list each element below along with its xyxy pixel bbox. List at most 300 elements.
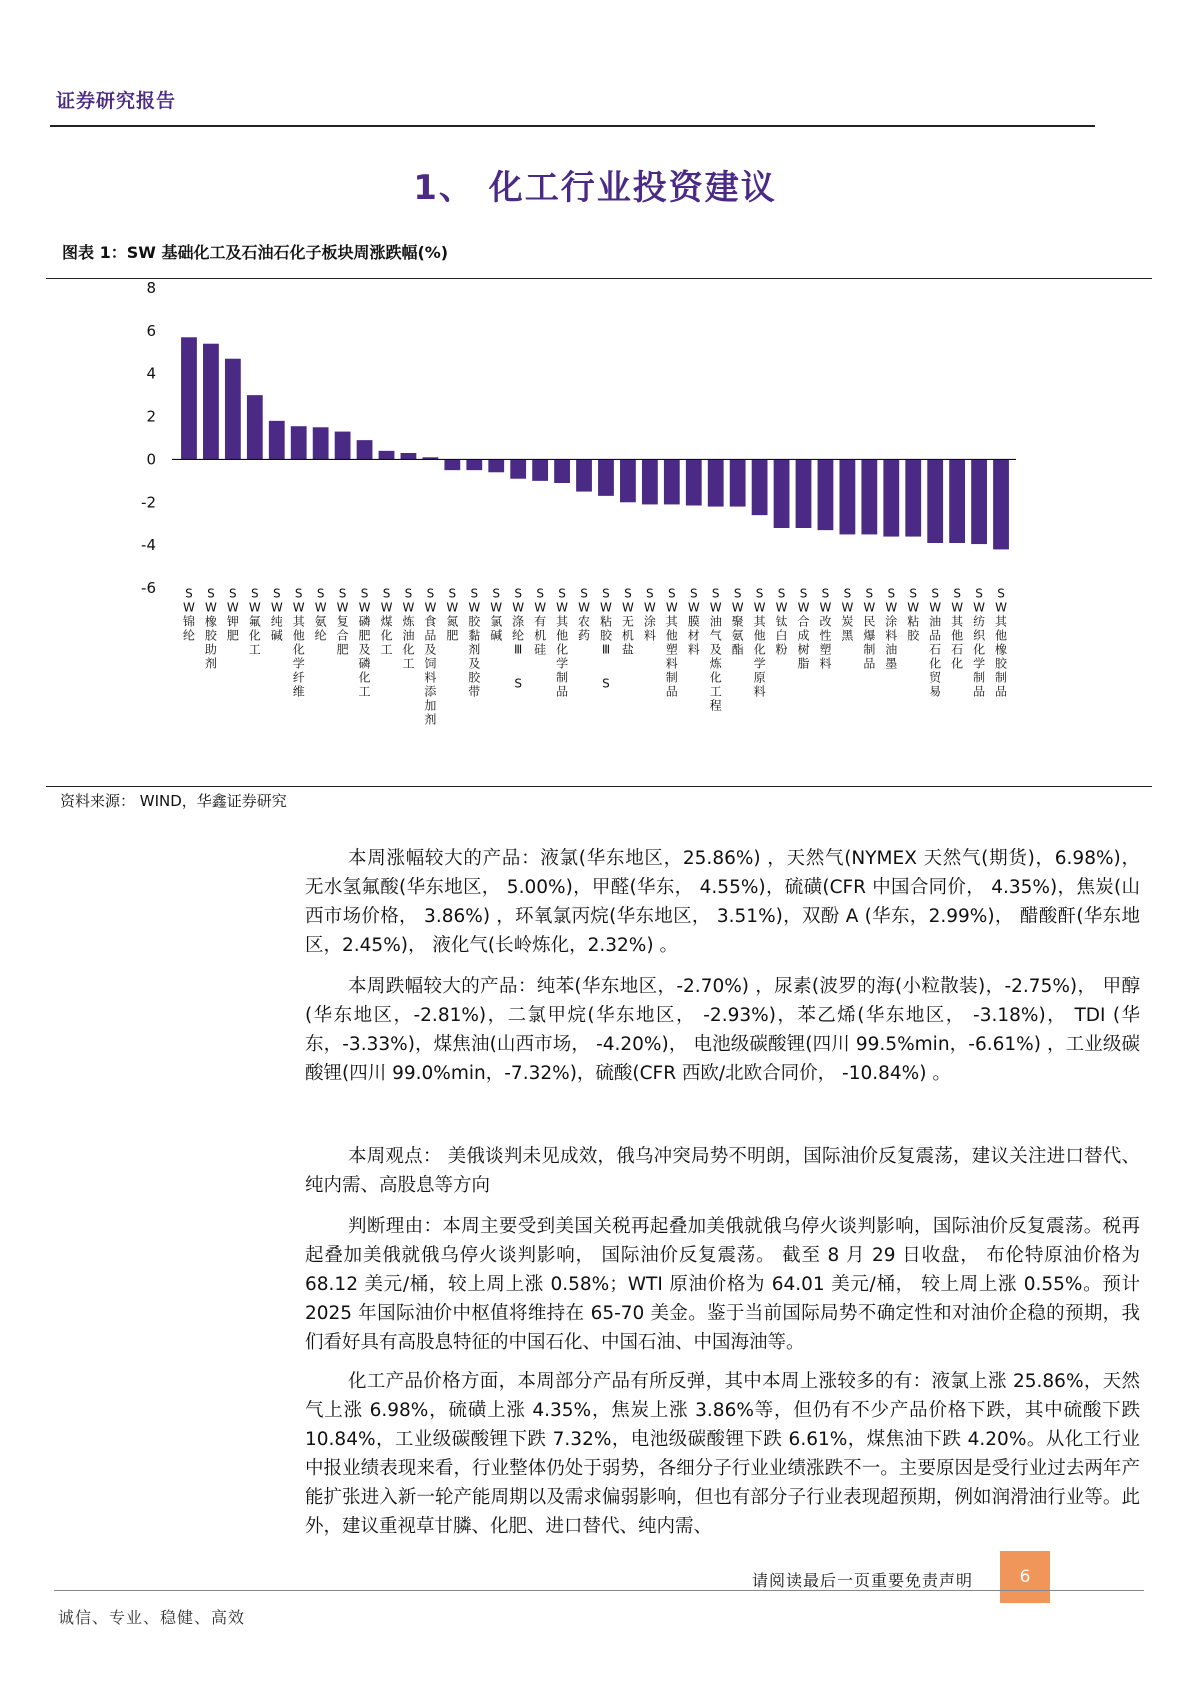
page-number: 6	[1000, 1551, 1050, 1603]
x-tick-label	[556, 586, 569, 698]
x-tick-char: 其	[292, 614, 305, 629]
bar	[335, 432, 351, 460]
x-tick-char: 助	[204, 642, 217, 657]
x-tick-char: S	[887, 586, 896, 601]
x-tick-char: 石	[951, 642, 964, 657]
bar	[532, 459, 548, 480]
x-tick-char: 农	[578, 614, 591, 629]
bar	[269, 421, 285, 460]
x-tick-char: 学	[973, 656, 986, 671]
x-tick-label	[995, 586, 1008, 698]
bar	[686, 459, 702, 505]
x-tick-char: 学	[753, 656, 766, 671]
x-tick-char: W	[336, 600, 349, 615]
x-tick-char: W	[929, 600, 942, 615]
bar	[401, 453, 417, 459]
x-tick-char: Ⅲ	[514, 642, 523, 657]
paragraph-rises-text: 本周涨幅较大的产品：液氯(华东地区，25.86%) ，天然气(NYMEX 天然气(期货)，6.98%)， 无水氢氟酸(华东地区， 5.00%)，甲醛(华东， 4.55%)，硫磺(CFR 中国合同价， 4.35%)，焦炭(山西市场价格， 3.86%) ，环氧氯丙烷(华东地区， 3.51%)，双酚 A (华东，2.99%)， 醋酸酐(华东地区，2.45%)， 液化气(长岭炼化，2.32%) 。	[305, 848, 1140, 956]
x-tick-label	[754, 586, 767, 698]
x-tick-char: 材	[687, 628, 700, 643]
x-tick-char: W	[951, 600, 964, 615]
x-tick-char: S	[777, 586, 786, 601]
x-tick-char: W	[600, 600, 612, 615]
x-tick-char: W	[665, 600, 678, 615]
x-tick-char: 制	[556, 670, 569, 685]
y-tick-label: -4	[141, 536, 156, 555]
x-tick-char: 胶	[468, 670, 481, 685]
x-tick-char: W	[578, 600, 590, 615]
x-tick-char: 工	[402, 656, 415, 671]
bar	[708, 459, 724, 506]
x-tick-char: 涤	[512, 614, 525, 629]
x-tick-char: 碱	[490, 628, 503, 643]
x-tick-char: 制	[665, 670, 678, 685]
x-tick-char: 有	[534, 614, 547, 629]
x-tick-char: 煤	[380, 614, 393, 629]
bar	[203, 344, 219, 460]
x-tick-char: S	[865, 586, 874, 601]
footer-rule	[54, 1590, 1144, 1591]
footer-slogan: 诚信、专业、稳健、高效	[58, 1608, 246, 1627]
x-tick-label	[183, 586, 195, 642]
x-tick-char: 脂	[797, 656, 810, 671]
x-tick-char: 硅	[534, 642, 547, 657]
x-tick-char: 品	[973, 684, 986, 699]
x-tick-char: 品	[995, 684, 1008, 699]
x-tick-char: 及	[424, 642, 437, 657]
x-tick-char: 磷	[358, 614, 371, 629]
x-tick-char: 饲	[424, 656, 437, 671]
x-tick-label	[600, 586, 613, 690]
x-tick-char: 塑	[665, 642, 678, 657]
x-tick-char: S	[338, 586, 347, 601]
paragraph-view	[305, 1142, 1140, 1200]
x-tick-char: 合	[797, 614, 810, 629]
x-tick-label	[666, 586, 679, 698]
x-tick-char: S	[733, 586, 742, 601]
x-tick-char: 氟	[248, 614, 261, 629]
x-tick-char: W	[643, 600, 656, 615]
x-tick-char: 机	[621, 628, 634, 643]
x-tick-char: 他	[665, 628, 678, 643]
x-tick-char: 化	[709, 670, 722, 685]
x-tick-char: 料	[819, 656, 832, 671]
x-tick-label	[732, 586, 744, 656]
x-tick-char: 黏	[468, 628, 481, 643]
x-tick-char: 化	[556, 642, 569, 657]
x-tick-char: S	[448, 586, 457, 601]
x-tick-char: 油	[885, 642, 898, 657]
bar	[883, 459, 899, 536]
x-tick-char: 爆	[863, 628, 876, 643]
x-tick-char: 纶	[182, 628, 195, 643]
x-tick-char: S	[426, 586, 435, 601]
x-tick-char: S	[492, 586, 501, 601]
x-tick-label	[951, 586, 964, 670]
x-tick-char: S	[185, 586, 193, 601]
x-tick-char: 成	[797, 628, 810, 643]
y-tick-label: 2	[146, 407, 156, 426]
x-tick-char: 胶	[907, 628, 920, 643]
x-tick-char: 化	[248, 628, 261, 643]
x-tick-label	[841, 586, 854, 642]
x-tick-char: 制	[995, 670, 1008, 685]
x-tick-char: 其	[951, 614, 964, 629]
x-tick-char: S	[821, 586, 830, 601]
x-tick-char: S	[229, 586, 237, 601]
x-tick-char: S	[514, 676, 522, 691]
x-tick-char: W	[292, 600, 305, 615]
x-tick-char: 料	[885, 628, 898, 643]
x-tick-char: 钛	[775, 614, 788, 629]
x-tick-char: 磷	[358, 656, 371, 671]
x-tick-char: 炼	[402, 614, 415, 629]
x-tick-char: S	[953, 586, 961, 601]
x-tick-char: 学	[292, 656, 305, 671]
x-tick-char: 树	[797, 642, 810, 657]
bar	[466, 459, 482, 470]
bar	[993, 459, 1009, 549]
x-tick-char: 炼	[709, 656, 722, 671]
x-tick-label	[446, 586, 458, 642]
x-tick-char: 碱	[270, 628, 283, 643]
x-tick-char: 工	[380, 642, 393, 657]
bar	[949, 459, 965, 543]
x-tick-char: S	[558, 586, 566, 601]
x-tick-label	[534, 586, 546, 656]
x-tick-char: 料	[687, 642, 700, 657]
x-tick-char: 油	[402, 628, 415, 643]
x-tick-label	[710, 586, 723, 712]
bar	[181, 337, 197, 459]
x-tick-char: 料	[424, 670, 437, 685]
x-tick-label	[578, 586, 590, 642]
bar	[818, 459, 834, 530]
x-tick-char: 剂	[204, 656, 217, 671]
x-tick-label	[512, 586, 525, 690]
x-tick-char: 制	[973, 670, 986, 685]
x-tick-char: 复	[336, 614, 349, 629]
x-tick-char: 粘	[907, 614, 920, 629]
x-tick-label	[907, 586, 920, 642]
x-tick-char: 塑	[819, 642, 832, 657]
x-tick-char: 纺	[973, 614, 986, 629]
x-tick-char: W	[797, 600, 810, 615]
x-tick-char: W	[402, 600, 415, 615]
bar	[774, 459, 790, 528]
x-tick-char: S	[799, 586, 808, 601]
x-tick-char: S	[294, 586, 303, 601]
x-tick-char: 学	[556, 656, 569, 671]
x-tick-char: S	[646, 586, 654, 601]
x-tick-label	[315, 586, 327, 642]
x-tick-char: 他	[995, 628, 1008, 643]
x-tick-char: W	[248, 600, 261, 615]
y-tick-label: -6	[141, 579, 156, 597]
bar	[554, 459, 570, 483]
x-tick-char: 原	[753, 670, 766, 685]
x-tick-char: 氨	[314, 614, 327, 629]
x-tick-char: S	[316, 586, 325, 601]
paragraph-rises	[305, 844, 1140, 960]
x-tick-char: W	[556, 600, 569, 615]
x-tick-char: W	[775, 600, 788, 615]
x-tick-char: W	[534, 600, 547, 615]
x-tick-label	[622, 586, 634, 656]
x-tick-char: 氨	[731, 628, 744, 643]
x-tick-char: W	[358, 600, 371, 615]
x-tick-label	[929, 586, 942, 698]
x-tick-label	[249, 586, 261, 656]
x-tick-label	[863, 586, 875, 670]
x-tick-char: S	[404, 586, 413, 601]
x-tick-char: 化	[951, 656, 964, 671]
x-tick-char: 带	[468, 684, 481, 699]
x-tick-char: 维	[292, 684, 305, 699]
bar	[379, 451, 395, 460]
paragraph-reason	[305, 1212, 1140, 1357]
x-tick-char: 化	[380, 628, 393, 643]
x-tick-char: 炭	[841, 614, 854, 629]
x-tick-char: 及	[468, 656, 481, 671]
x-tick-char: 及	[358, 642, 371, 657]
section-title: 1、 化工行业投资建议	[413, 168, 777, 208]
x-tick-label	[227, 586, 239, 642]
x-tick-char: W	[446, 600, 459, 615]
paragraph-falls-text: 本周跌幅较大的产品：纯苯(华东地区，-2.70%) ，尿素(波罗的海(小粒散装)，-2.75%)， 甲醇(华东地区，-2.81%)，二氯甲烷(华东地区， -2.93%)，苯乙烯(华东地区， -3.18%)， TDI (华东，-3.33%)，煤焦油(山西市场， -4.20%)， 电池级碳酸锂(四川 99.5%min，-6.61%) ，工业级碳酸锂(四川 99.0%min，-7.32%)，硫酸(CFR 西欧/北欧合同价， -10.84%) 。	[305, 976, 1140, 1084]
x-tick-char: 气	[709, 628, 722, 643]
x-tick-char: 橡	[995, 642, 1008, 657]
x-tick-char: W	[731, 600, 744, 615]
x-tick-char: 料	[753, 684, 766, 699]
x-tick-char: W	[687, 600, 700, 615]
x-tick-char: 改	[819, 614, 832, 629]
bar	[971, 459, 987, 544]
x-tick-label	[973, 586, 986, 698]
x-tick-char: S	[624, 586, 632, 601]
x-tick-char: S	[580, 586, 588, 601]
x-tick-char: 品	[665, 684, 678, 699]
x-tick-char: 食	[424, 614, 437, 629]
x-tick-char: W	[490, 600, 503, 615]
x-tick-char: S	[360, 586, 369, 601]
x-tick-char: S	[997, 586, 1005, 601]
x-tick-char: S	[602, 586, 610, 601]
figure-title: 图表 1：SW 基础化工及石油石化子板块周涨跌幅(%)	[62, 243, 449, 262]
x-tick-char: W	[819, 600, 832, 615]
x-tick-char: 纶	[512, 628, 525, 643]
x-tick-char: 加	[424, 698, 437, 713]
x-tick-char: 聚	[731, 614, 744, 629]
x-tick-char: 其	[556, 614, 569, 629]
x-tick-char: S	[382, 586, 391, 601]
y-tick-label: 8	[146, 280, 156, 297]
x-tick-char: S	[843, 586, 852, 601]
x-tick-char: 纶	[314, 628, 327, 643]
x-tick-char: 贸	[929, 670, 942, 685]
x-tick-char: 纯	[270, 614, 283, 629]
x-tick-char: 肥	[226, 628, 239, 643]
bar-chart	[46, 280, 1152, 784]
bar	[576, 459, 592, 491]
x-tick-char: S	[514, 586, 522, 601]
x-tick-char: 他	[556, 628, 569, 643]
y-tick-label: -2	[141, 493, 156, 512]
x-tick-char: 工	[358, 684, 371, 699]
x-tick-char: Ⅲ	[601, 642, 611, 657]
x-tick-char: 易	[929, 684, 942, 699]
x-tick-char: 品	[863, 656, 876, 671]
x-tick-char: 黑	[841, 628, 854, 643]
x-tick-char: W	[270, 600, 283, 615]
x-tick-label	[797, 586, 809, 670]
x-tick-char: 及	[709, 642, 722, 657]
x-tick-label	[776, 586, 788, 656]
x-tick-char: W	[468, 600, 481, 615]
x-tick-char: 其	[753, 614, 766, 629]
x-tick-char: W	[753, 600, 766, 615]
x-tick-char: 涂	[643, 614, 656, 629]
bar	[357, 440, 373, 459]
chart-bottom-rule	[46, 786, 1152, 787]
bar	[664, 459, 680, 504]
x-tick-char: S	[909, 586, 918, 601]
bar	[444, 459, 460, 470]
x-tick-char: 涂	[885, 614, 898, 629]
x-tick-char: W	[380, 600, 393, 615]
x-tick-label	[490, 586, 502, 642]
x-tick-label	[293, 586, 306, 698]
x-tick-char: 剂	[468, 642, 481, 657]
x-tick-label	[819, 586, 831, 670]
x-tick-label	[644, 586, 656, 642]
x-tick-char: 油	[929, 614, 942, 629]
paragraph-falls	[305, 972, 1140, 1088]
x-tick-char: S	[272, 586, 281, 601]
bar	[730, 459, 746, 506]
bar	[839, 459, 855, 534]
x-tick-char: 料	[643, 628, 656, 643]
x-tick-char: 性	[819, 628, 832, 643]
x-tick-char: 石	[929, 642, 942, 657]
x-tick-char: 无	[621, 614, 634, 629]
x-tick-char: 肥	[358, 628, 371, 643]
x-tick-char: W	[885, 600, 898, 615]
x-tick-char: 机	[534, 628, 547, 643]
x-tick-char: S	[931, 586, 939, 601]
x-tick-label	[359, 586, 371, 698]
x-tick-char: 胶	[599, 628, 612, 643]
x-tick-char: W	[907, 600, 920, 615]
x-tick-label	[205, 586, 218, 670]
x-tick-char: 民	[863, 614, 876, 629]
x-tick-char: 化	[402, 642, 415, 657]
bar	[861, 459, 877, 534]
x-tick-char: W	[204, 600, 217, 615]
figure-source: 资料来源： WIND，华鑫证券研究	[60, 792, 287, 810]
x-tick-char: 剂	[424, 712, 437, 727]
x-tick-char: W	[424, 600, 437, 615]
x-tick-char: W	[183, 600, 195, 615]
x-tick-label	[424, 586, 437, 726]
x-tick-char: 钾	[226, 614, 239, 629]
disclaimer-note: 请阅读最后一页重要免责声明	[752, 1571, 974, 1590]
x-tick-char: 酯	[731, 642, 744, 657]
x-tick-char: 他	[753, 628, 766, 643]
x-tick-char: S	[975, 586, 983, 601]
x-tick-char: 制	[863, 642, 876, 657]
x-tick-char: 纤	[292, 670, 305, 685]
x-tick-char: S	[689, 586, 698, 601]
bar	[642, 459, 658, 504]
x-tick-char: 程	[709, 698, 722, 713]
x-tick-char: 化	[292, 642, 305, 657]
x-tick-char: 他	[951, 628, 964, 643]
x-tick-char: 化	[753, 642, 766, 657]
x-tick-char: 化	[358, 670, 371, 685]
y-tick-label: 4	[146, 364, 156, 383]
bar	[488, 459, 504, 472]
x-tick-char: 品	[556, 684, 569, 699]
bar	[225, 359, 241, 460]
x-tick-char: 工	[248, 642, 261, 657]
bar	[796, 459, 812, 528]
x-tick-char: S	[668, 586, 676, 601]
x-tick-char: 膜	[687, 614, 700, 629]
paragraph-view-text: 本周观点： 美俄谈判未见成效，俄乌冲突局势不明朗，国际油价反复震荡，建议关注进口替代、纯内需、高股息等方向	[305, 1146, 1140, 1196]
x-tick-label	[380, 586, 392, 656]
x-tick-char: W	[709, 600, 722, 615]
x-tick-char: 白	[775, 628, 788, 643]
x-tick-char: 橡	[204, 614, 217, 629]
x-tick-char: W	[973, 600, 986, 615]
x-tick-char: W	[621, 600, 634, 615]
x-tick-char: 粘	[599, 614, 612, 629]
x-tick-char: 锦	[182, 614, 195, 629]
x-tick-char: 肥	[446, 628, 459, 643]
x-tick-char: 化	[929, 656, 942, 671]
x-tick-char: 其	[995, 614, 1008, 629]
x-tick-char: 肥	[336, 642, 349, 657]
x-tick-char: W	[863, 600, 876, 615]
x-tick-label	[468, 586, 481, 698]
bar	[620, 459, 636, 502]
x-tick-char: S	[251, 586, 259, 601]
x-tick-label	[402, 586, 415, 670]
x-tick-char: 他	[292, 628, 305, 643]
x-tick-char: 胶	[995, 656, 1008, 671]
x-tick-char: 盐	[621, 642, 634, 657]
x-tick-char: 料	[665, 656, 678, 671]
bar	[247, 395, 263, 459]
x-tick-char: 油	[709, 614, 722, 629]
y-tick-label: 0	[146, 450, 156, 469]
x-tick-char: 其	[665, 614, 678, 629]
bar	[752, 459, 768, 515]
x-tick-char: 工	[709, 684, 722, 699]
bar	[313, 427, 329, 459]
x-tick-char: 添	[424, 684, 437, 699]
chart-top-rule	[46, 278, 1152, 279]
x-tick-label	[885, 586, 897, 670]
x-tick-char: W	[226, 600, 239, 615]
x-tick-char: 品	[929, 628, 942, 643]
x-tick-char: W	[995, 600, 1007, 615]
x-tick-char: 合	[336, 628, 349, 643]
y-tick-label: 6	[146, 321, 156, 340]
x-tick-char: 药	[578, 628, 591, 643]
paragraph-prices-text: 化工产品价格方面，本周部分产品有所反弹，其中本周上涨较多的有：液氯上涨 25.86%，天然气上涨 6.98%，硫磺上涨 4.35%，焦炭上涨 3.86%等，但仍有不少产品价格下跌，其中硫酸下跌 10.84%，工业级碳酸锂下跌 7.32%，电池级碳酸锂下跌 6.61%，煤焦油下跌 4.20%。从化工行业中报业绩表现来看，行业整体仍处于弱势，各细分子行业业绩涨跌不一。主要原因是受行业过去两年产能扩张进入新一轮产能周期以及需求偏弱影响，但也有部分子行业表现超预期，例如润滑油行业等。此外，建议重视草甘膦、化肥、进口替代、纯内需、	[305, 1371, 1140, 1537]
